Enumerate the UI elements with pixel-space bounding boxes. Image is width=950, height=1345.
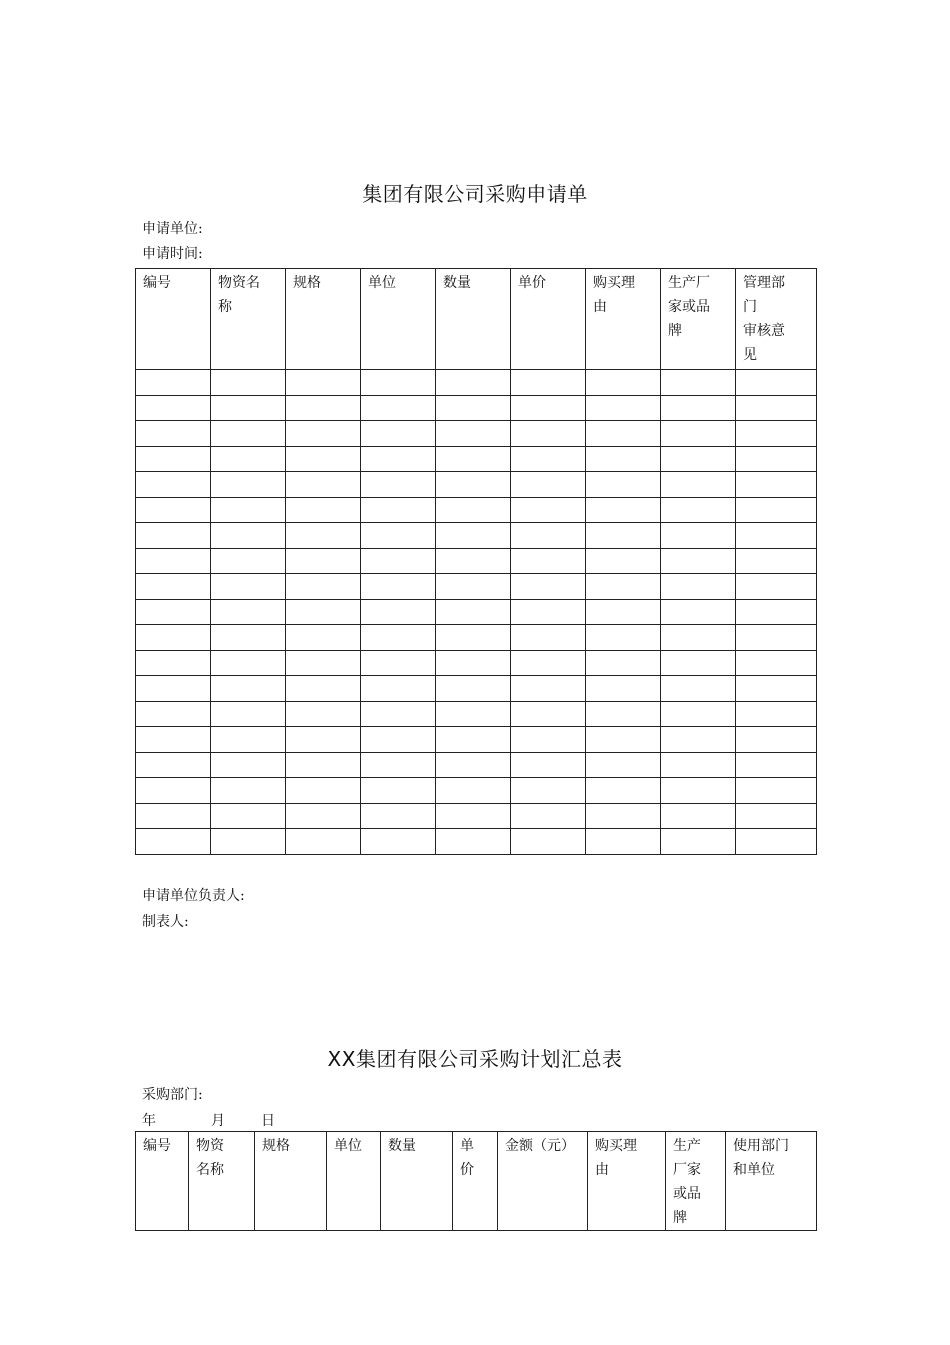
empty-cell bbox=[736, 778, 817, 804]
empty-cell bbox=[436, 523, 511, 549]
empty-cell bbox=[511, 752, 586, 778]
empty-cell bbox=[211, 599, 286, 625]
column-header: 单位 bbox=[327, 1132, 381, 1231]
empty-cell bbox=[511, 472, 586, 498]
empty-cell bbox=[211, 752, 286, 778]
column-header: 单位 bbox=[361, 269, 436, 370]
column-header: 数量 bbox=[381, 1132, 453, 1231]
empty-cell bbox=[286, 701, 361, 727]
apply-time-label: 申请时间: bbox=[142, 246, 203, 262]
empty-cell bbox=[586, 727, 661, 753]
empty-cell bbox=[211, 472, 286, 498]
empty-cell bbox=[361, 446, 436, 472]
empty-cell bbox=[361, 752, 436, 778]
empty-cell bbox=[661, 701, 736, 727]
empty-cell bbox=[136, 523, 211, 549]
column-header: 使用部门 和单位 bbox=[726, 1132, 817, 1231]
empty-cell bbox=[511, 370, 586, 396]
empty-cell bbox=[286, 497, 361, 523]
day-label: 日 bbox=[261, 1113, 275, 1129]
empty-cell bbox=[736, 497, 817, 523]
column-header: 编号 bbox=[136, 269, 211, 370]
empty-cell bbox=[211, 650, 286, 676]
column-header: 数量 bbox=[436, 269, 511, 370]
table-row bbox=[136, 421, 817, 447]
empty-cell bbox=[661, 727, 736, 753]
empty-cell bbox=[286, 803, 361, 829]
empty-cell bbox=[511, 574, 586, 600]
empty-cell bbox=[586, 523, 661, 549]
empty-cell bbox=[736, 446, 817, 472]
applicant-unit-label: 申请单位: bbox=[142, 221, 203, 237]
empty-cell bbox=[136, 446, 211, 472]
empty-cell bbox=[286, 472, 361, 498]
empty-cell bbox=[286, 395, 361, 421]
empty-cell bbox=[586, 497, 661, 523]
empty-cell bbox=[511, 803, 586, 829]
empty-cell bbox=[736, 829, 817, 855]
empty-cell bbox=[736, 676, 817, 702]
empty-cell bbox=[136, 421, 211, 447]
empty-cell bbox=[511, 395, 586, 421]
empty-cell bbox=[436, 701, 511, 727]
column-header: 规格 bbox=[286, 269, 361, 370]
column-header: 生产 厂家 或品 牌 bbox=[666, 1132, 726, 1231]
column-header: 购买理 由 bbox=[586, 269, 661, 370]
empty-cell bbox=[361, 701, 436, 727]
empty-cell bbox=[361, 421, 436, 447]
empty-cell bbox=[361, 497, 436, 523]
column-header: 物资 名称 bbox=[189, 1132, 255, 1231]
empty-cell bbox=[361, 650, 436, 676]
empty-cell bbox=[586, 752, 661, 778]
empty-cell bbox=[211, 803, 286, 829]
column-header: 购买理 由 bbox=[588, 1132, 666, 1231]
month-label: 月 bbox=[211, 1113, 225, 1129]
empty-cell bbox=[136, 803, 211, 829]
empty-cell bbox=[586, 370, 661, 396]
empty-cell bbox=[511, 446, 586, 472]
empty-cell bbox=[211, 370, 286, 396]
empty-cell bbox=[136, 472, 211, 498]
empty-cell bbox=[661, 778, 736, 804]
preparer-label: 制表人: bbox=[142, 914, 189, 930]
empty-cell bbox=[361, 727, 436, 753]
empty-cell bbox=[286, 523, 361, 549]
empty-cell bbox=[586, 599, 661, 625]
empty-cell bbox=[136, 701, 211, 727]
empty-cell bbox=[586, 625, 661, 651]
empty-cell bbox=[136, 829, 211, 855]
empty-cell bbox=[736, 803, 817, 829]
empty-cell bbox=[436, 472, 511, 498]
column-header: 金额（元） bbox=[498, 1132, 588, 1231]
empty-cell bbox=[511, 625, 586, 651]
empty-cell bbox=[286, 574, 361, 600]
empty-cell bbox=[661, 599, 736, 625]
table-row bbox=[136, 497, 817, 523]
empty-cell bbox=[511, 497, 586, 523]
empty-cell bbox=[436, 599, 511, 625]
empty-cell bbox=[736, 752, 817, 778]
empty-cell bbox=[736, 523, 817, 549]
empty-cell bbox=[436, 548, 511, 574]
table-header-row bbox=[136, 269, 817, 370]
empty-cell bbox=[211, 829, 286, 855]
table-row bbox=[136, 752, 817, 778]
empty-cell bbox=[211, 574, 286, 600]
table-row bbox=[136, 727, 817, 753]
empty-cell bbox=[436, 752, 511, 778]
empty-cell bbox=[211, 446, 286, 472]
empty-cell bbox=[436, 650, 511, 676]
empty-cell bbox=[661, 395, 736, 421]
empty-cell bbox=[736, 472, 817, 498]
empty-cell bbox=[511, 676, 586, 702]
empty-cell bbox=[136, 727, 211, 753]
empty-cell bbox=[661, 676, 736, 702]
empty-cell bbox=[511, 778, 586, 804]
empty-cell bbox=[586, 421, 661, 447]
responsible-person-label: 申请单位负责人: bbox=[142, 888, 245, 904]
table-row bbox=[136, 574, 817, 600]
empty-cell bbox=[136, 370, 211, 396]
empty-cell bbox=[661, 472, 736, 498]
empty-cell bbox=[586, 472, 661, 498]
empty-cell bbox=[736, 599, 817, 625]
empty-cell bbox=[661, 650, 736, 676]
empty-cell bbox=[361, 829, 436, 855]
empty-cell bbox=[361, 803, 436, 829]
table-row bbox=[136, 650, 817, 676]
empty-cell bbox=[286, 727, 361, 753]
empty-cell bbox=[586, 803, 661, 829]
table-row bbox=[136, 676, 817, 702]
column-header: 生产厂 家或品 牌 bbox=[661, 269, 736, 370]
empty-cell bbox=[661, 548, 736, 574]
table-row bbox=[136, 370, 817, 396]
empty-cell bbox=[736, 625, 817, 651]
empty-cell bbox=[511, 650, 586, 676]
table-row bbox=[136, 778, 817, 804]
empty-cell bbox=[736, 701, 817, 727]
empty-cell bbox=[361, 370, 436, 396]
empty-cell bbox=[511, 523, 586, 549]
empty-cell bbox=[361, 676, 436, 702]
column-header: 规格 bbox=[255, 1132, 327, 1231]
empty-cell bbox=[436, 370, 511, 396]
empty-cell bbox=[586, 650, 661, 676]
empty-cell bbox=[586, 676, 661, 702]
form2-title: XX集团有限公司采购计划汇总表 bbox=[327, 1047, 623, 1071]
table-row bbox=[136, 701, 817, 727]
empty-cell bbox=[436, 446, 511, 472]
purchase-dept-label: 采购部门: bbox=[142, 1087, 203, 1103]
empty-cell bbox=[286, 752, 361, 778]
empty-cell bbox=[361, 625, 436, 651]
empty-cell bbox=[436, 676, 511, 702]
column-header: 单价 bbox=[511, 269, 586, 370]
empty-cell bbox=[661, 523, 736, 549]
empty-cell bbox=[211, 497, 286, 523]
empty-cell bbox=[586, 446, 661, 472]
empty-cell bbox=[211, 395, 286, 421]
empty-cell bbox=[211, 548, 286, 574]
empty-cell bbox=[736, 548, 817, 574]
empty-cell bbox=[361, 574, 436, 600]
empty-cell bbox=[286, 650, 361, 676]
empty-cell bbox=[586, 829, 661, 855]
empty-cell bbox=[661, 421, 736, 447]
purchase-request-table bbox=[135, 268, 817, 855]
empty-cell bbox=[136, 395, 211, 421]
empty-cell bbox=[736, 421, 817, 447]
table-row bbox=[136, 829, 817, 855]
empty-cell bbox=[436, 395, 511, 421]
table-row bbox=[136, 523, 817, 549]
empty-cell bbox=[586, 395, 661, 421]
empty-cell bbox=[661, 497, 736, 523]
year-label: 年 bbox=[142, 1113, 156, 1129]
empty-cell bbox=[736, 395, 817, 421]
empty-cell bbox=[511, 599, 586, 625]
empty-cell bbox=[736, 650, 817, 676]
empty-cell bbox=[361, 395, 436, 421]
empty-cell bbox=[136, 778, 211, 804]
empty-cell bbox=[436, 574, 511, 600]
empty-cell bbox=[661, 370, 736, 396]
empty-cell bbox=[661, 625, 736, 651]
table-row bbox=[136, 625, 817, 651]
table-row bbox=[136, 599, 817, 625]
table-row bbox=[136, 395, 817, 421]
empty-cell bbox=[136, 752, 211, 778]
empty-cell bbox=[136, 599, 211, 625]
column-header: 物资名 称 bbox=[211, 269, 286, 370]
empty-cell bbox=[736, 370, 817, 396]
empty-cell bbox=[586, 701, 661, 727]
empty-cell bbox=[661, 803, 736, 829]
empty-cell bbox=[661, 829, 736, 855]
empty-cell bbox=[286, 778, 361, 804]
empty-cell bbox=[586, 548, 661, 574]
empty-cell bbox=[136, 650, 211, 676]
empty-cell bbox=[511, 421, 586, 447]
empty-cell bbox=[436, 497, 511, 523]
empty-cell bbox=[736, 574, 817, 600]
empty-cell bbox=[286, 548, 361, 574]
empty-cell bbox=[436, 803, 511, 829]
empty-cell bbox=[361, 548, 436, 574]
empty-cell bbox=[436, 625, 511, 651]
table-row bbox=[136, 472, 817, 498]
empty-cell bbox=[286, 421, 361, 447]
table-row bbox=[136, 446, 817, 472]
empty-cell bbox=[286, 370, 361, 396]
empty-cell bbox=[436, 727, 511, 753]
empty-cell bbox=[136, 548, 211, 574]
empty-cell bbox=[436, 778, 511, 804]
empty-cell bbox=[286, 446, 361, 472]
empty-cell bbox=[736, 727, 817, 753]
empty-cell bbox=[286, 599, 361, 625]
empty-cell bbox=[211, 778, 286, 804]
empty-cell bbox=[211, 676, 286, 702]
empty-cell bbox=[136, 676, 211, 702]
table-row bbox=[136, 548, 817, 574]
column-header: 编号 bbox=[136, 1132, 189, 1231]
empty-cell bbox=[661, 574, 736, 600]
table-header-row bbox=[136, 1132, 817, 1231]
empty-cell bbox=[511, 727, 586, 753]
empty-cell bbox=[586, 778, 661, 804]
table-row bbox=[136, 803, 817, 829]
empty-cell bbox=[361, 472, 436, 498]
empty-cell bbox=[361, 599, 436, 625]
empty-cell bbox=[211, 727, 286, 753]
empty-cell bbox=[211, 523, 286, 549]
form1-title: 集团有限公司采购申请单 bbox=[362, 182, 588, 206]
empty-cell bbox=[361, 523, 436, 549]
empty-cell bbox=[436, 421, 511, 447]
empty-cell bbox=[361, 778, 436, 804]
empty-cell bbox=[136, 625, 211, 651]
purchase-plan-summary-table bbox=[135, 1131, 817, 1231]
empty-cell bbox=[136, 574, 211, 600]
empty-cell bbox=[211, 701, 286, 727]
column-header: 管理部 门 审核意 见 bbox=[736, 269, 817, 370]
empty-cell bbox=[661, 446, 736, 472]
empty-cell bbox=[286, 829, 361, 855]
empty-cell bbox=[136, 497, 211, 523]
empty-cell bbox=[511, 701, 586, 727]
empty-cell bbox=[211, 625, 286, 651]
empty-cell bbox=[511, 829, 586, 855]
empty-cell bbox=[436, 829, 511, 855]
empty-cell bbox=[286, 625, 361, 651]
empty-cell bbox=[211, 421, 286, 447]
empty-cell bbox=[661, 752, 736, 778]
column-header: 单 价 bbox=[453, 1132, 498, 1231]
empty-cell bbox=[586, 574, 661, 600]
empty-cell bbox=[511, 548, 586, 574]
empty-cell bbox=[286, 676, 361, 702]
